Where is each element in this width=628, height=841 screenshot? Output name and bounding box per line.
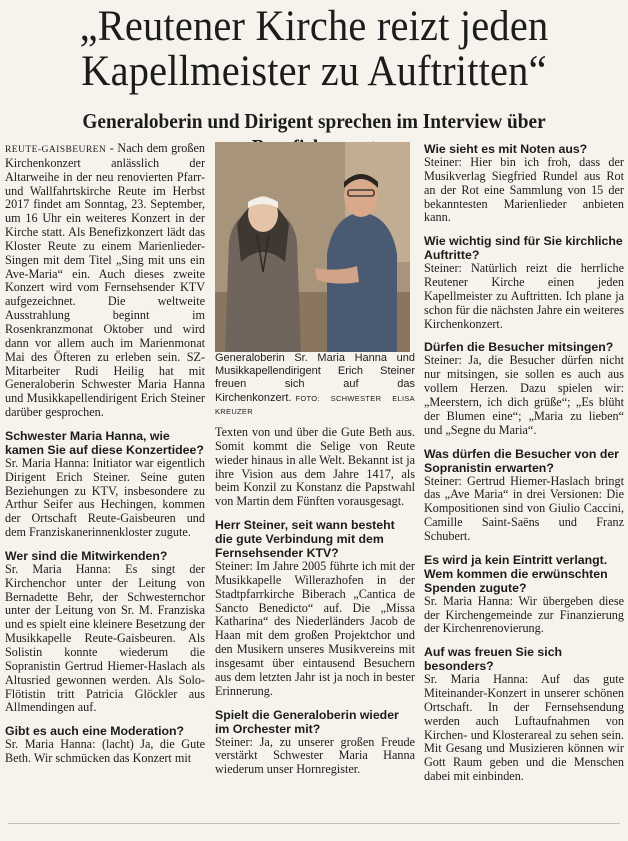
subheadline: Generaloberin und Dirigent sprechen im Interview über: [82, 109, 546, 133]
lead-text: - Nach dem großen Kirchenkonzert anlässlich der Altarweihe in der neu renovierten Pfarr- und Wallfahrtskirche Reute im Herbst 2017 findet am Sonntag, 23. September, um 16 Uhr ein weiteres Konzert in der Kirche statt. Als Benefizkonzert lädt das Kloster Reute zu einem Marienlieder-Singen mit dem Titel „Sing mit uns ein Ave-Maria“ ein. Auch dieses zweite Konzert wird vom Fernsehsender KTV aufgezeichnet. Die weltweite Ausstrahlung beginnt im Rosenkranzmonat Oktober und wird dann vor allem auch im Marienmonat Mai des Öfteren zu erleben sein. SZ-Mitarbeiter Rudi Heilig hat mit Generaloberin Schwester Maria Hanna und Musikkapellendirigent Erich Steiner darüber gesprochen.: [5, 141, 205, 420]
question-11: Auf was freuen Sie sich besonders?: [424, 645, 563, 674]
question-8: Dürfen die Besucher mitsingen?: [424, 340, 614, 355]
caption-text: Generaloberin Sr. Maria Hanna und Musikkapellendirigent Erich Steiner freuen sich auf das Kirchenkonzert.: [215, 352, 415, 404]
answer-4: Steiner: Im Jahre 2005 führte ich mit der Musikkapelle Willerazhofen in der Stadtpfarrkirche Biberach „Cantica de Sancto Benedicto“ auf. Die „Missa Katharina“ des Niederländers Jacob de Haan mit dem großen Projektchor und den Musikern unseres Musikvereins mit insgesamt über eintausend Besuchern aus dem letzten Jahr ist ja noch in bester Erinnerung.: [215, 559, 415, 698]
question-5: Spielt die Generaloberin wieder im Orchester mit?: [215, 707, 399, 736]
column-3: [424, 142, 624, 784]
answer-10: Sr. Maria Hanna: Wir übergeben diese der Kirchengemeinde zur Finanzierung der Kirchenrenovierung.: [424, 593, 624, 636]
question-1: Schwester Maria Hanna, wie kamen Sie auf diese Konzertidee?: [5, 428, 204, 457]
bottom-rule: [8, 823, 620, 824]
question-7: Wie wichtig sind für Sie kirchliche Auftritte?: [424, 234, 623, 263]
question-10: Es wird ja kein Eintritt verlangt. Wem kommen die erwünschten Spenden zugute?: [424, 552, 608, 595]
answer-3: Sr. Maria Hanna: (lacht) Ja, die Gute Beth. Wir schmücken das Konzert mit: [5, 737, 205, 766]
headline: [19, 4, 609, 94]
question-6: Wie sieht es mit Noten aus?: [424, 142, 588, 156]
photo-caption: [215, 352, 415, 418]
answer-3-continued: Texten von und über die Gute Beth aus. Somit kommt die Selige von Reute wieder hinaus in alle Welt. Bekannt ist ja ihre Vision aus dem Jahre 1417, als beim Konzil zu Konstanz die Papstwahl von Martin dem Fünften vorausgesagt.: [215, 425, 415, 509]
question-2: Wer sind die Mitwirkenden?: [5, 548, 168, 563]
answer-9: Steiner: Gertrud Hiemer-Haslach bringt das „Ave Maria“ in drei Versionen: Die Kompositionen sind von Giulio Caccini, Camille Saint-Saëns und Franz Schubert.: [424, 473, 624, 543]
lead-paragraph: [5, 142, 205, 420]
photo-credit: FOTO: SCHWESTER ELISA KREUZER: [215, 393, 415, 416]
question-9: Was dürfen die Besucher von der Sopranistin erwarten?: [424, 446, 619, 475]
answer-1: Sr. Maria Hanna: Initiator war eigentlich Dirigent Erich Steiner. Seine guten Beziehungen zu KTV, insbesondere zu Arthur Seifer aus Hechingen, kommen der Ortschaft Reute-Gaisbeuren und dem Franziskanerinnenkloster zugute.: [5, 455, 205, 540]
answer-7: Steiner: Natürlich reizt die herrliche Reutener Kirche einen jeden Kapellmeister zu Auftritten. Ich plane ja schon für die nächsten Jahre ein weiteres Kirchenkonzert.: [424, 261, 624, 331]
answer-2: Sr. Maria Hanna: Es singt der Kirchenchor unter der Leitung von Bernadette Behr, der Schwesternchor unter der Leitung von Sr. M. Franziska und es spielt eine kleinere Besetzung der Musikkapelle Reute-Gaisbeuren. Als Solistin konnte wiederum die Sopranistin Gertrud Hiemer-Haslach als Altusried gewonnen werden. Als Solo-Flötistin tritt Patricia Glöckler aus Allmendingen auf.: [5, 561, 205, 715]
answer-6: Steiner: Hier bin ich froh, dass der Musikverlag Siegfried Rundel aus Rot an der Rot eine Sammlung von 15 der bekanntesten Marienlieder anbieten kann.: [424, 155, 624, 225]
answer-11: Sr. Maria Hanna: Auf das gute Miteinander-Konzert in unserer schönen Ortschaft. In der Fernsehsendung werden auch Luftaufnahmen von Kirchen- und Klosterareal zu sehen sein. Mit Gesang und Musizieren können wir Gott Raum geben und die Menschen dabei mit einbinden.: [424, 672, 624, 784]
dateline: REUTE-GAISBEUREN: [5, 144, 107, 155]
column-1: [5, 142, 205, 766]
question-4: Herr Steiner, seit wann besteht die gute Verbindung mit dem Fernsehsender KTV?: [215, 518, 395, 561]
headline-line-1: „Reutener Kirche reizt jeden: [79, 3, 549, 50]
column-2: [215, 142, 415, 777]
article-photo: [215, 142, 410, 352]
question-3: Gibt es auch eine Moderation?: [5, 724, 185, 739]
answer-5: Steiner: Ja, zu unserer großen Freude verstärkt Schwester Maria Hanna wiederum unser Hornregister.: [215, 734, 415, 777]
headline-line-2: Kapellmeister zu Auftritten“: [81, 48, 547, 95]
answer-8: Steiner: Ja, die Besucher dürfen nicht nur mitsingen, sie sollen es auch aus vollem Herzen. Dazu spielen wir: „Meerstern, ich dich grüße“; „Es blüht der Blumen eine“; „Maria zu lieben“ und „Segne du Maria“.: [424, 353, 624, 437]
photo-illustration: [215, 142, 410, 352]
